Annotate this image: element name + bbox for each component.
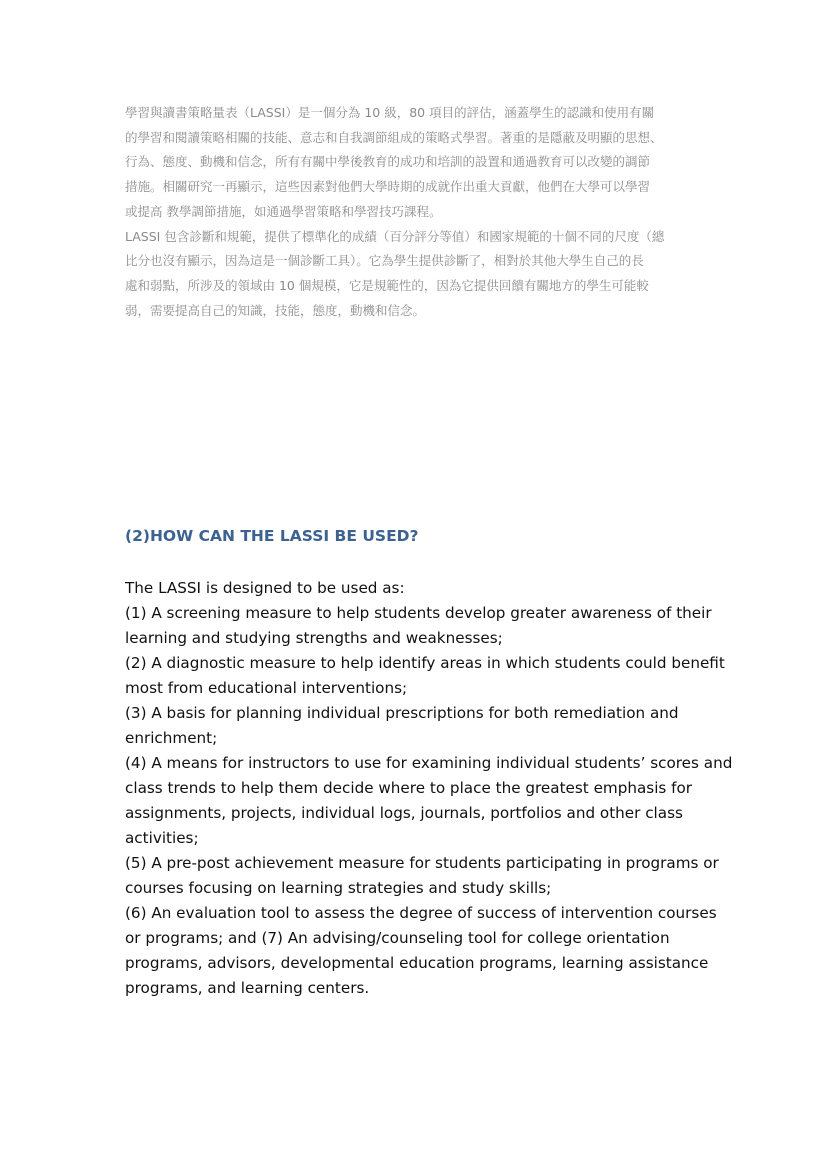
text-line: assignments, projects, individual logs, journals, portfolios and other class bbox=[125, 804, 683, 822]
text-line: 行為、態度、動機和信念，所有有關中學後教育的成功和培訓的設置和通過教育可以改變的調節 bbox=[125, 154, 651, 170]
text-line: enrichment; bbox=[125, 729, 218, 747]
text-line: 措施。相關研究一再顯示，這些因素對他們大學時期的成就作出重大貢獻，他們在大學可以學習 bbox=[125, 179, 651, 195]
text-line: (2) A diagnostic measure to help identify areas in which students could benefit bbox=[125, 654, 725, 672]
text-line: learning and studying strengths and weaknesses; bbox=[125, 629, 503, 647]
text-line: (1) A screening measure to help students develop greater awareness of their bbox=[125, 604, 712, 622]
text-line: (5) A pre-post achievement measure for students participating in programs or bbox=[125, 854, 719, 872]
text-line: The LASSI is designed to be used as: bbox=[125, 579, 405, 597]
text-line: (4) A means for instructors to use for examining individual students’ scores and bbox=[125, 754, 733, 772]
text-line: 比分也沒有顯示，因為這是一個診斷工具）。它為學生提供診斷了，相對於其他大學生自己的長 bbox=[125, 253, 644, 269]
section-heading: (2)HOW CAN THE LASSI BE USED? bbox=[125, 527, 419, 545]
chinese-description bbox=[125, 101, 715, 323]
text-line: class trends to help them decide where to place the greatest emphasis for bbox=[125, 779, 693, 797]
english-usage-list bbox=[125, 576, 733, 1001]
text-line: (6) An evaluation tool to assess the degree of success of intervention courses bbox=[125, 904, 717, 922]
text-line: 弱，需要提高自己的知識，技能，態度，動機和信念。 bbox=[125, 302, 426, 318]
text-line: 學習與讀書策略量表（LASSI）是一個分為 10 級，80 項目的評估，涵蓋學生的認識和使用有關 bbox=[125, 105, 655, 120]
text-line: programs, and learning centers. bbox=[125, 979, 370, 997]
text-line: or programs; and (7) An advising/counseling tool for college orientation bbox=[125, 929, 670, 947]
text-line: programs, advisors, developmental education programs, learning assistance bbox=[125, 954, 709, 972]
text-line: 處和弱點，所涉及的領域由 10 個規模，它是規範性的，因為它提供回饋有關地方的學生可能較 bbox=[125, 277, 649, 293]
text-line: 或提高 教學調節措施，如通過學習策略和學習技巧課程。 bbox=[125, 203, 442, 219]
text-line: most from educational interventions; bbox=[125, 679, 408, 697]
text-line: (3) A basis for planning individual prescriptions for both remediation and bbox=[125, 704, 679, 722]
text-line: activities; bbox=[125, 829, 199, 847]
text-line: LASSI 包含診斷和規範，提供了標準化的成績（百分評分等值）和國家規範的十個不同的尺度（總 bbox=[125, 228, 665, 244]
text-line: courses focusing on learning strategies and study skills; bbox=[125, 879, 552, 897]
text-line: 的學習和閱讀策略相關的技能、意志和自我調節組成的策略式學習。著重的是隱蔽及明顯的思想、 bbox=[125, 129, 663, 145]
